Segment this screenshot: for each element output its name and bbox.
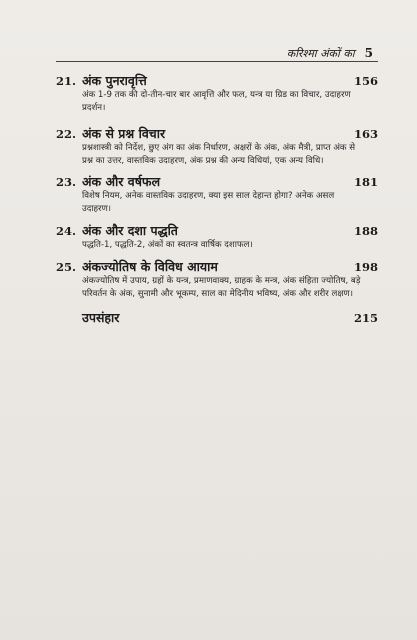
- chapter-title: अंकज्योतिष के विविध आयाम: [82, 259, 218, 274]
- chapter-description: पद्धति-1, पद्धति-2, अंकों का स्वतन्त्र वार्षिक दशाफल।: [82, 240, 253, 250]
- chapter-description: अंकज्योतिष में उपाय, ग्रहों के यन्त्र, प्रमाणवाक्य, ग्राहक के मन्त्र, अंक संहिता ज्योतिष, बड़े परिवर्तन के अंक, सुनामी और भूकम्प, साल का मेदिनीय भविष्य, अंक और शरीर लक्षण।: [82, 276, 361, 299]
- chapter-page: 215: [353, 311, 378, 325]
- chapter-number: 22.: [56, 127, 77, 141]
- running-header: [287, 46, 373, 61]
- chapter-number: 23.: [56, 175, 77, 189]
- chapter-title: उपसंहार: [82, 310, 120, 325]
- chapter-page: 156: [353, 74, 378, 88]
- chapter-page: 163: [353, 127, 378, 141]
- running-title: करिश्मा अंकों का: [286, 47, 355, 60]
- chapter-title: अंक और वर्षफल: [82, 174, 161, 189]
- toc-entry-21: [56, 72, 378, 115]
- chapter-title: अंक से प्रश्न विचार: [82, 126, 166, 141]
- toc-entry-24: [56, 222, 378, 252]
- chapter-page: 181: [353, 175, 378, 189]
- chapter-page: 198: [353, 260, 378, 274]
- chapter-page: 188: [353, 224, 378, 238]
- toc-entry-25: [56, 258, 378, 301]
- chapter-title: अंक पुनरावृत्ति: [82, 73, 147, 88]
- chapter-number: 24.: [56, 224, 77, 238]
- table-of-contents: [56, 70, 378, 330]
- chapter-description: प्रश्नशास्त्री को निर्देश, छुए अंग का अंक निर्धारण, अक्षरों के अंक, अंक मैत्री, प्राप्त अंक से प्रश्न का उत्तर, वास्तविक उदाहरण, अंक प्रश्न की अन्य विधियां, एक अन्य विधि।: [82, 143, 356, 166]
- chapter-description: अंक 1-9 तक की दो-तीन-चार बार आवृत्ति और फल, यन्त्र या ग्रिड का विचार, उदाहरण प्रदर्शन।: [82, 90, 351, 113]
- chapter-number: 21.: [56, 74, 77, 88]
- chapter-title: अंक और दशा पद्धति: [82, 223, 178, 238]
- toc-entry-22: [56, 125, 378, 168]
- page-number: 5: [364, 46, 373, 60]
- chapter-description: विशेष नियम, अनेक वास्तविक उदाहरण, क्या इस साल देहान्त होगा? अनेक असल उदाहरण।: [82, 191, 335, 214]
- toc-entry-23: [56, 173, 378, 216]
- header-rule: [56, 61, 378, 62]
- toc-entry-epilogue: [56, 309, 378, 326]
- chapter-number: 25.: [56, 260, 77, 274]
